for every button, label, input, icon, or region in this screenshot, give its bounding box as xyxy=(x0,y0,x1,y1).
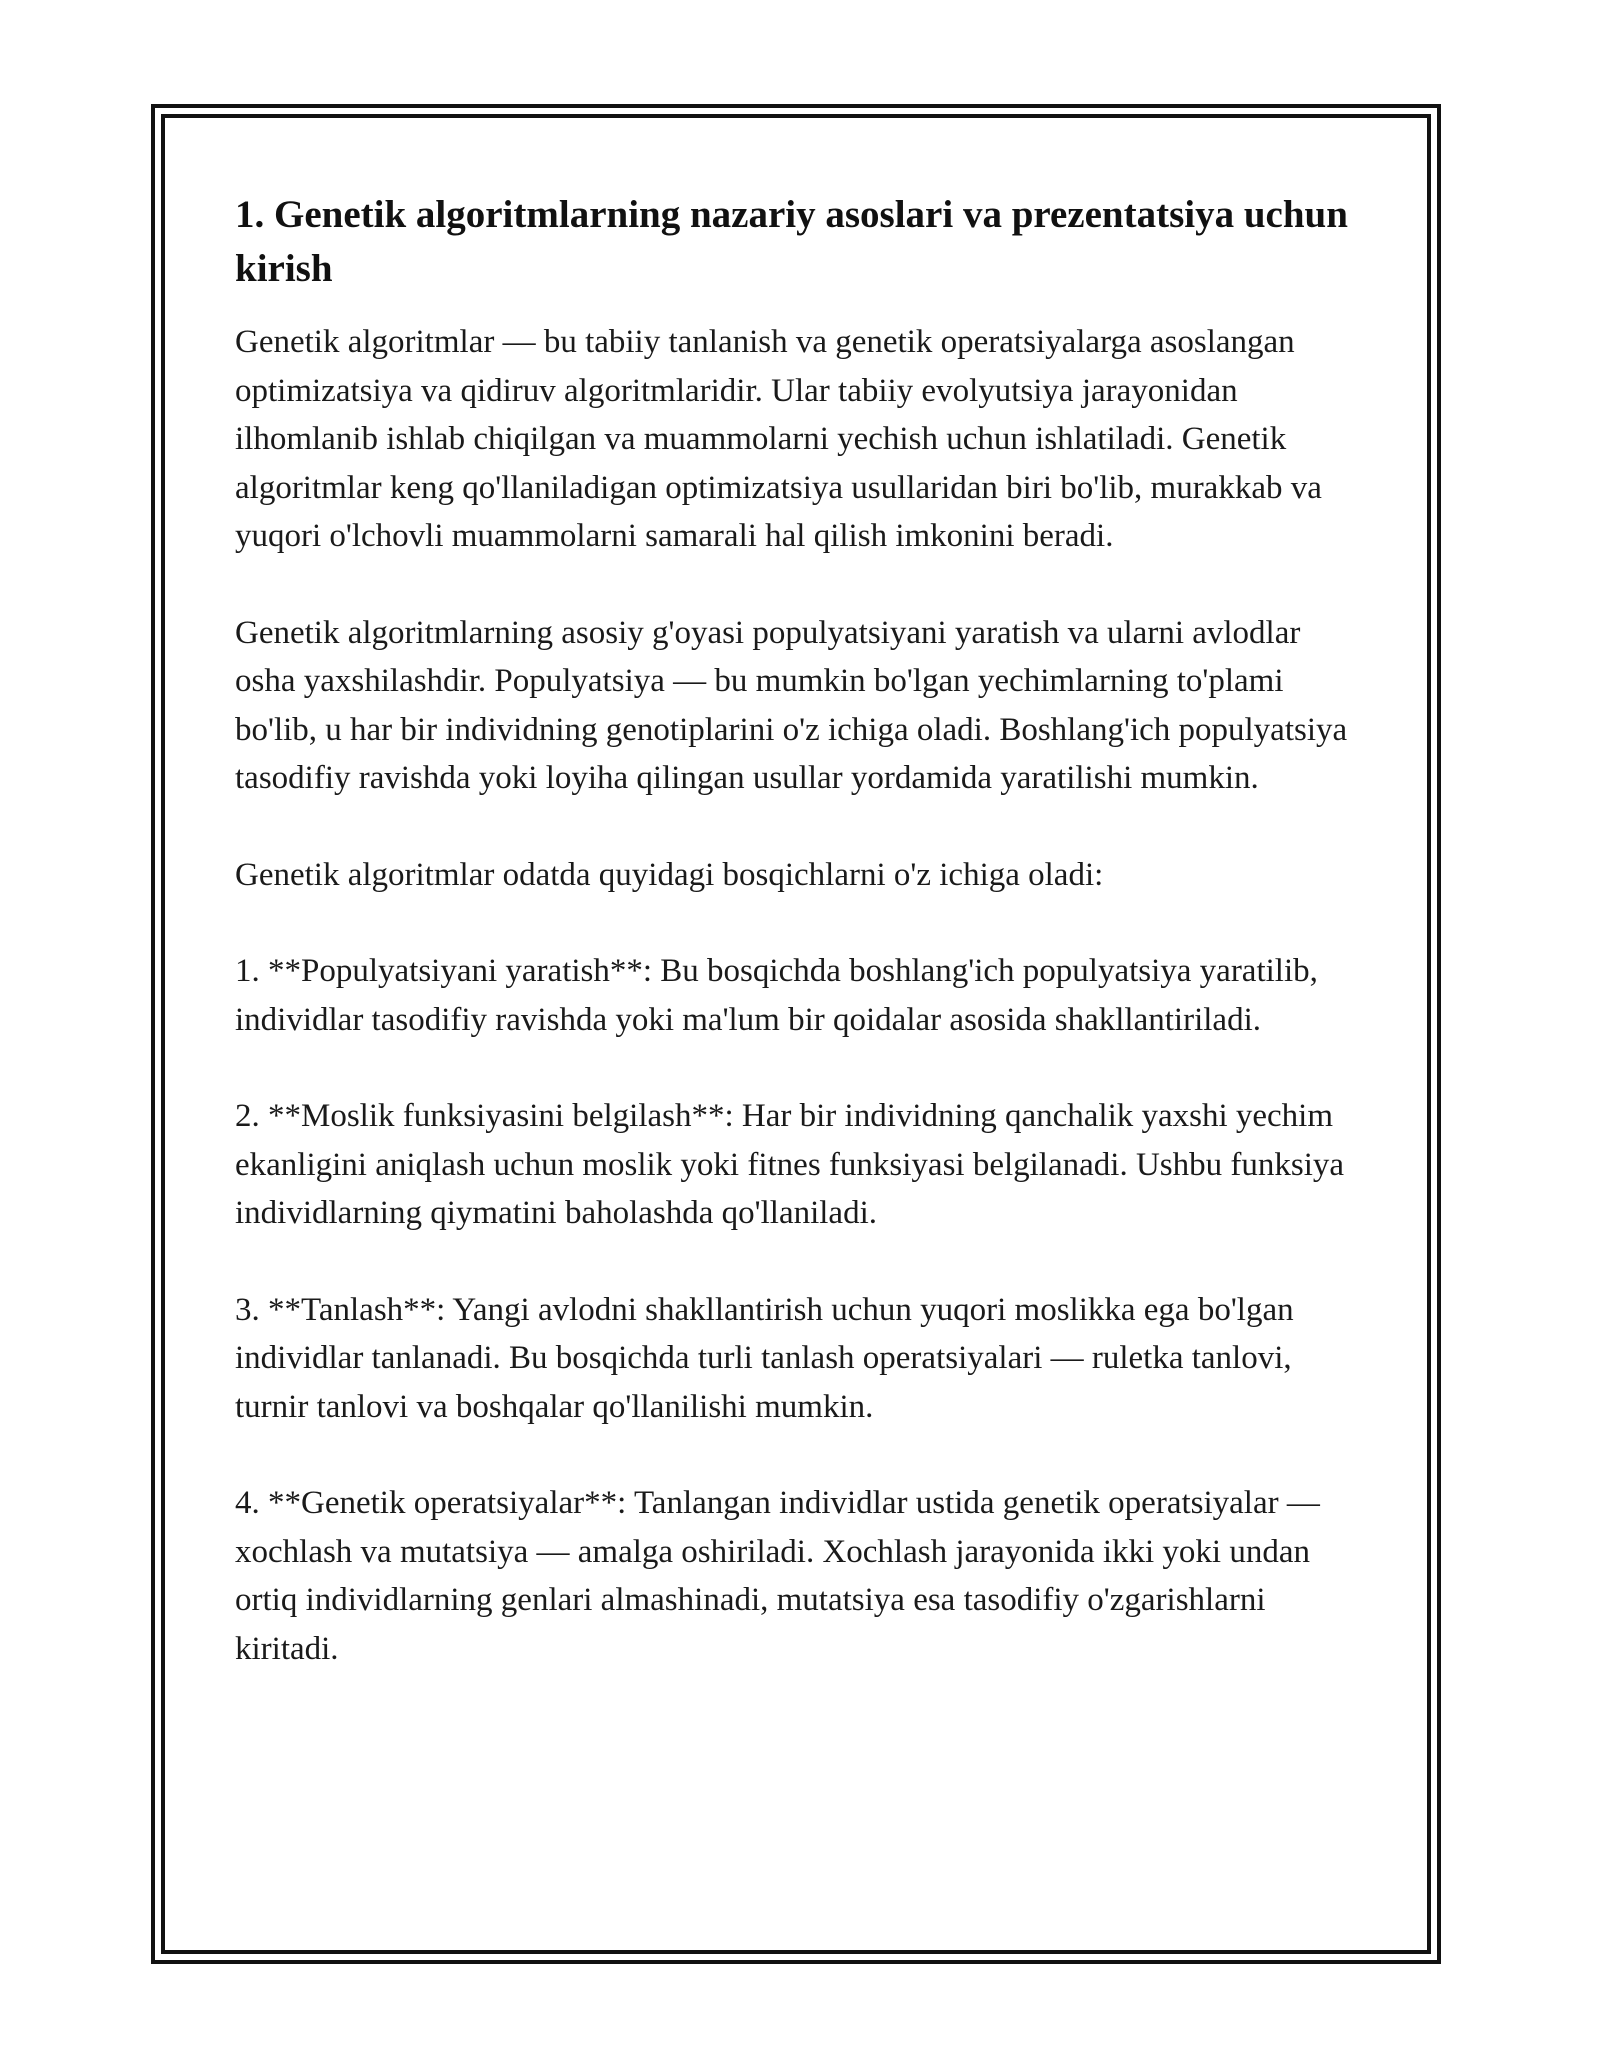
list-item-step-3: 3. **Tanlash**: Yangi avlodni shakllantirish uchun yuqori moslikka ega bo'lgan individlar tanlanadi. Bu bosqichda turli tanlash operatsiyalari — ruletka tanlovi, turnir tanlovi va boshqalar qo'llanilishi mumkin. xyxy=(235,1291,1294,1425)
document-body xyxy=(235,188,1355,1721)
document-title: 1. Genetik algoritmlarning nazariy asoslari va prezentatsiya uchun kirish xyxy=(235,193,1348,290)
paragraph-steps-intro: Genetik algoritmlar odatda quyidagi bosqichlarni o'z ichiga oladi: xyxy=(235,856,1104,893)
paragraph-population: Genetik algoritmlarning asosiy g'oyasi populyatsiyani yaratish va ularni avlodlar osha yaxshilashdir. Populyatsiya — bu mumkin bo'lgan yechimlarning to'plami bo'lib, u har bir individning genotiplarini o'z ichiga oladi. Boshlang'ich populyatsiya tasodifiy ravishda yoki loyiha qilingan usullar yordamida yaratilishi mumkin. xyxy=(235,614,1348,796)
list-item-step-4: 4. **Genetik operatsiyalar**: Tanlangan individlar ustida genetik operatsiyalar — xochlash va mutatsiya — amalga oshiriladi. Xochlash jarayonida ikki yoki undan ortiq individlarning genlari almashinadi, mutatsiya esa tasodifiy o'zgarishlarni kiritadi. xyxy=(235,1485,1320,1667)
list-item-step-2: 2. **Moslik funksiyasini belgilash**: Har bir individning qanchalik yaxshi yechim ekanligini aniqlash uchun moslik yoki fitnes funksiyasi belgilanadi. Ushbu funksiya individlarning qiymatini baholashda qo'llaniladi. xyxy=(235,1098,1345,1231)
paragraph-intro: Genetik algoritmlar — bu tabiiy tanlanish va genetik operatsiyalarga asoslangan optimizatsiya va qidiruv algoritmlaridir. Ular tabiiy evolyutsiya jarayonidan ilhomlanib ishlab chiqilgan va muammolarni yechish uchun ishlatiladi. Genetik algoritmlar keng qo'llaniladigan optimizatsiya usullaridan biri bo'lib, murakkab va yuqori o'lchovli muammolarni samarali hal qilish imkonini beradi. xyxy=(235,324,1322,554)
list-item-step-1: 1. **Populyatsiyani yaratish**: Bu bosqichda boshlang'ich populyatsiya yaratilib, individlar tasodifiy ravishda yoki ma'lum bir qoidalar asosida shakllantiriladi. xyxy=(235,953,1318,1038)
